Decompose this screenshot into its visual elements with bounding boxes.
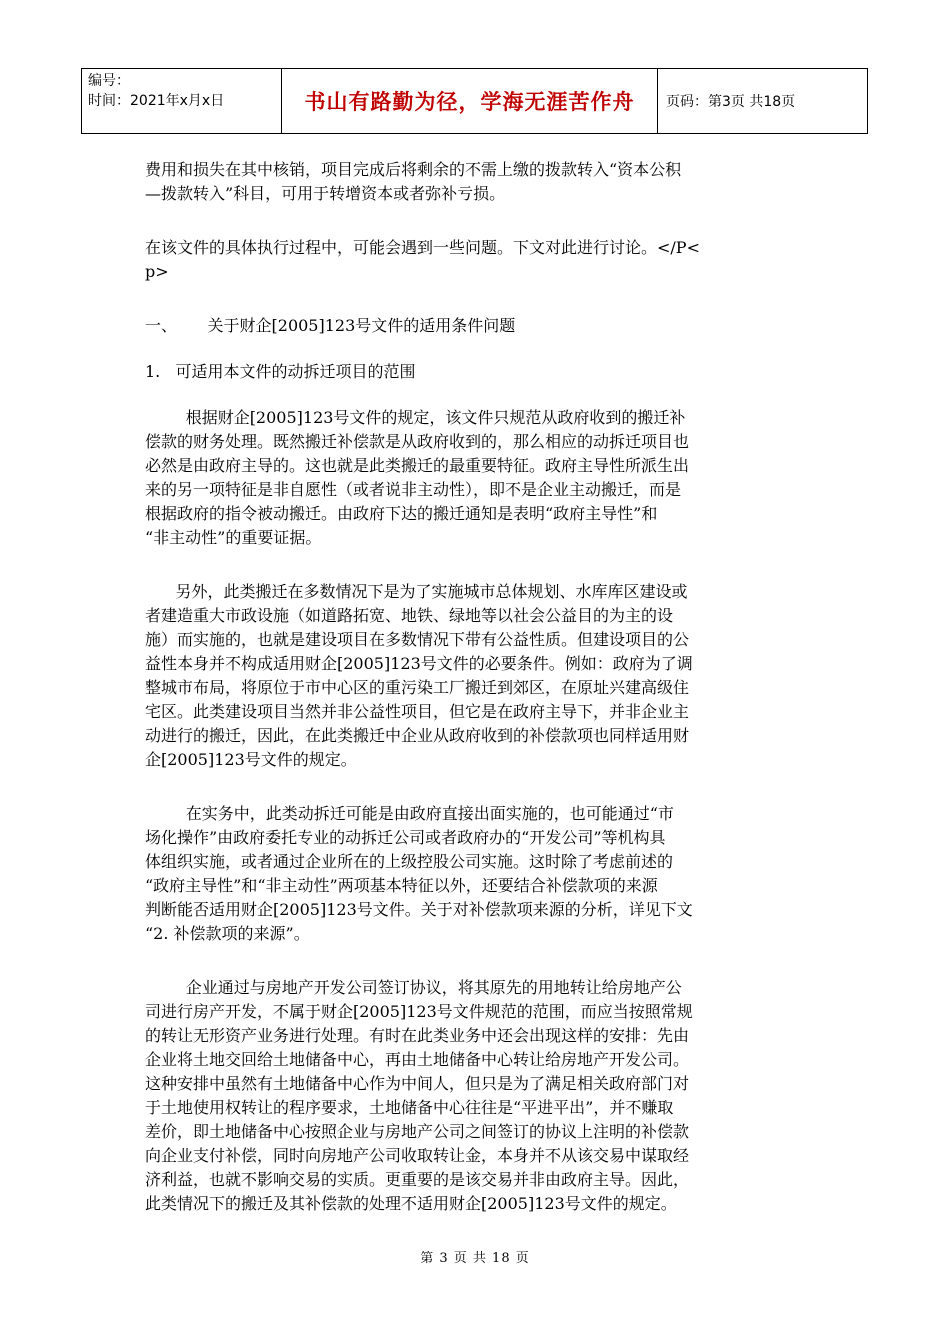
text-line: 1. 可适用本文件的动拆迁项目的范围 xyxy=(145,362,416,381)
text-line: 者建造重大市政设施（如道路拓宽、地铁、绿地等以社会公益目的为主的设 xyxy=(145,606,674,625)
text-line: 此类情况下的搬迁及其补偿款的处理不适用财企[2005]123号文件的规定。 xyxy=(145,1194,677,1213)
text-line: 的转让无形资产业务进行处理。有时在此类业务中还会出现这样的安排：先由 xyxy=(145,1026,690,1045)
text-line: p> xyxy=(145,262,169,281)
text-line: 企业将土地交回给土地储备中心，再由土地储备中心转让给房地产开发公司。 xyxy=(145,1050,690,1069)
paragraph-6 xyxy=(145,976,805,1216)
paragraph-1 xyxy=(145,158,805,206)
motto: 书山有路勤为径，学海无涯苦作舟 xyxy=(282,69,658,133)
text-line: 向企业支付补偿，同时向房地产公司收取转让金，本身并不从该交易中谋取经 xyxy=(145,1146,690,1165)
text-line: 必然是由政府主导的。这也就是此类搬迁的最重要特征。政府主导性所派生出 xyxy=(145,456,690,475)
subsection-heading xyxy=(145,360,805,384)
text-line: 益性本身并不构成适用财企[2005]123号文件的必要条件。例如：政府为了调 xyxy=(145,654,693,673)
text-line: 在该文件的具体执行过程中，可能会遇到一些问题。下文对此进行讨论。</P< xyxy=(145,238,700,257)
page-indicator: 页码：第3页 共18页 xyxy=(666,94,796,110)
header-meta xyxy=(82,69,282,133)
text-line: 施）而实施的，也就是建设项目在多数情况下带有公益性质。但建设项目的公 xyxy=(145,630,690,649)
text-line: 费用和损失在其中核销，项目完成后将剩余的不需上缴的拨款转入“资本公积 xyxy=(145,160,682,179)
text-line: 来的另一项特征是非自愿性（或者说非主动性），即不是企业主动搬迁，而是 xyxy=(145,480,682,499)
text-line: 差价，即土地储备中心按照企业与房地产公司之间签订的协议上注明的补偿款 xyxy=(145,1122,690,1141)
section-heading xyxy=(145,314,805,338)
text-line: 司进行房产开发，不属于财企[2005]123号文件规范的范围，而应当按照常规 xyxy=(145,1002,693,1021)
text-line: 宅区。此类建设项目当然并非公益性项目，但它是在政府主导下，并非企业主 xyxy=(145,702,690,721)
text-line: 这种安排中虽然有土地储备中心作为中间人，但只是为了满足相关政府部门对 xyxy=(145,1074,690,1093)
paragraph-4 xyxy=(145,580,805,772)
text-line: “2. 补偿款项的来源”。 xyxy=(145,924,310,943)
text-line: 企业通过与房地产开发公司签订协议，将其原先的用地转让给房地产公 xyxy=(145,978,682,997)
text-line: 偿款的财务处理。既然搬迁补偿款是从政府收到的，那么相应的动拆迁项目也 xyxy=(145,432,690,451)
text-line: 在实务中，此类动拆迁可能是由政府直接出面实施的，也可能通过“市 xyxy=(145,804,674,823)
text-line: 一、 关于财企[2005]123号文件的适用条件问题 xyxy=(145,316,516,335)
page-header xyxy=(81,68,868,134)
page-footer: 第 3 页 共 18 页 xyxy=(420,1251,530,1266)
text-line: —拨款转入”科目，可用于转增资本或者弥补亏损。 xyxy=(145,184,506,203)
number-label: 编号： xyxy=(88,73,130,89)
text-line: 济利益，也就不影响交易的实质。更重要的是该交易并非由政府主导。因此， xyxy=(145,1170,690,1189)
text-line: 另外，此类搬迁在多数情况下是为了实施城市总体规划、水库库区建设或 xyxy=(145,582,688,601)
text-line: “非主动性”的重要证据。 xyxy=(145,528,322,547)
text-line: 场化操作”由政府委托专业的动拆迁公司或者政府办的“开发公司”等机构具 xyxy=(145,828,666,847)
paragraph-5 xyxy=(145,802,805,946)
text-line: 企[2005]123号文件的规定。 xyxy=(145,750,357,769)
paragraph-2 xyxy=(145,236,805,284)
text-line: 整城市布局，将原位于市中心区的重污染工厂搬迁到郊区，在原址兴建高级住 xyxy=(145,678,690,697)
text-line: 于土地使用权转让的程序要求，土地储备中心往往是“平进平出”，并不赚取 xyxy=(145,1098,674,1117)
text-line: 动进行的搬迁，因此，在此类搬迁中企业从政府收到的补偿款项也同样适用财 xyxy=(145,726,690,745)
text-line: 根据财企[2005]123号文件的规定，该文件只规范从政府收到的搬迁补 xyxy=(145,408,686,427)
text-line: 体组织实施，或者通过企业所在的上级控股公司实施。这时除了考虑前述的 xyxy=(145,852,674,871)
text-line: “政府主导性”和“非主动性”两项基本特征以外，还要结合补偿款项的来源 xyxy=(145,876,658,895)
paragraph-3 xyxy=(145,406,805,550)
document-body xyxy=(145,158,805,1216)
text-line: 根据政府的指令被动搬迁。由政府下达的搬迁通知是表明“政府主导性”和 xyxy=(145,504,658,523)
time-label: 时间：2021年x月x日 xyxy=(88,93,225,109)
text-line: 判断能否适用财企[2005]123号文件。关于对补偿款项来源的分析，详见下文 xyxy=(145,900,693,919)
